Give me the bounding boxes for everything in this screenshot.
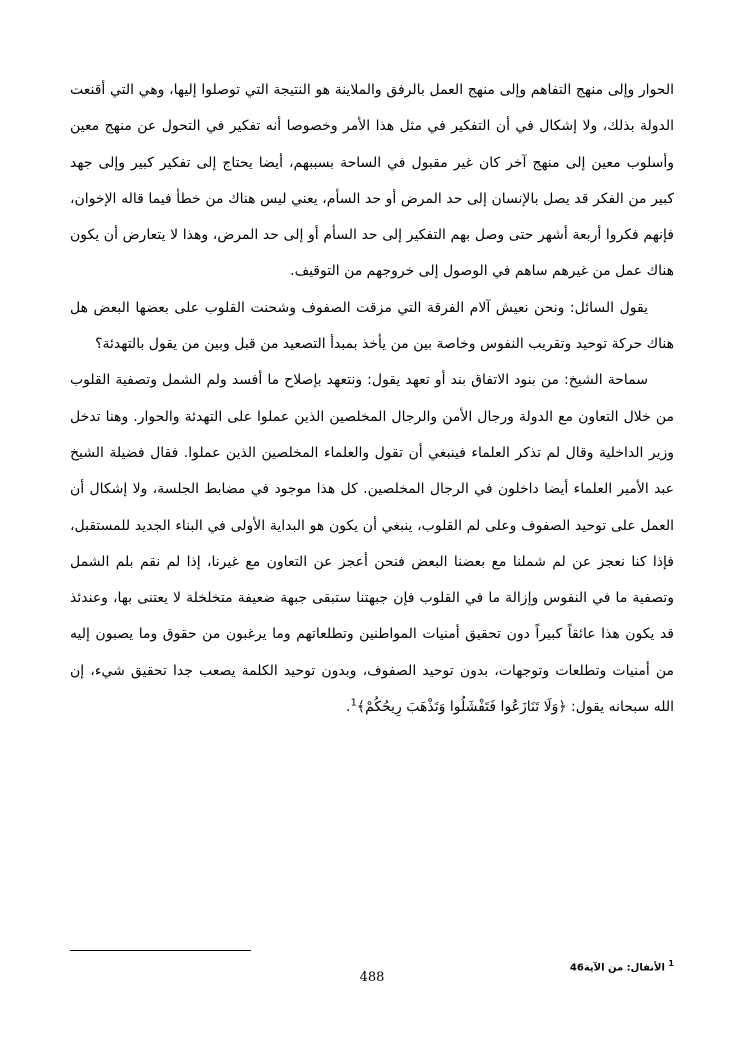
paragraph-1: الحوار وإلى منهج التفاهم وإلى منهج العمل بالرفق والملاينة هو النتيجة التي توصلوا إليها، وهي التي أقنعت الدولة بذلك، ولا إشكال في أن التفكير في مثل هذا الأمر وخصوصا أنه تفكير في التحول عن منهج معين وأسلوب معين إلى منهج آخر كان غير مقبول في الساحة بسببهم، أيضا يحتاج إلى تفكير كبير وإلى جهد كبير من الفكر قد يصل بالإنسان إلى حد المرض أو حد السأم، يعني ليس هناك من خطأ فيما قاله الإخوان، فإنهم فكروا أربعة أشهر حتى وصل بهم التفكير إلى حد السأم أو إلى حد المرض، وهذا لا يتعارض أن يكون هناك عمل من غيرهم ساهم في الوصول إلى خروجهم من التوقيف. <box>70 82 674 280</box>
paragraph-3-text: سماحة الشيخ: من بنود الاتفاق بند أو تعهد يقول: ونتعهد بإصلاح ما أفسد ولم الشمل وتصفية القلوب من خلال التعاون مع الدولة ورجال الأمن والرجال المخلصين الذين عملوا على التهدئة والحوار. وهنا تدخل وزير الداخلية وقال لم تذكر العلماء فينبغي أن تقول والعلماء المخلصين الذين عملوا. فقال فضيلة الشيخ عبد الأمير العلماء أيضا داخلون في الرجال المخلصين. كل هذا موجود في مضابط الجلسة، ولا إشكال أن العمل على توحيد الصفوف وعلى لم القلوب، ينبغي أن يكون هو البداية الأولى في البناء الجديد للمستقبل، فإذا كنا نعجز عن لم شملنا مع بعضنا البعض فنحن أعجز عن التعاون مع غيرنا، إذا لم نقم بلم الشمل وتصفية ما في النفوس وإزالة ما في القلوب فإن جبهتنا ستبقى جبهة ضعيفة متخلخلة لا يعتنى بها، وعندئذ قد يكون هذا عائقاً كبيراً دون تحقيق أمنيات المواطنين وتطلعاتهم وما يرغبون من حقوق وما يصبون إليه من أمنيات وتطلعات وتوجهات، بدون توحيد الصفوف، وبدون توحيد الكلمة يصعب جدا تحقيق شيء، إن الله سبحانه يقول: <box>70 372 674 716</box>
document-body <box>70 72 674 725</box>
paragraph-3-answer <box>70 362 674 725</box>
verse-end-punctuation: . <box>346 699 351 716</box>
paragraph-2-question: يقول السائل: ونحن نعيش آلام الفرقة التي مزقت الصفوف وشحنت القلوب على بعضها البعض هل هناك حركة توحيد وتقريب النفوس وخاصة بين من يأخذ بمبدأ التصعيد من قبل وبين من يقول بالتهدئة؟ <box>70 299 674 353</box>
footnote-number: 1 <box>668 959 674 968</box>
footnote-reference[interactable]: 1 <box>350 697 357 709</box>
footnote-text: الأنفال: من الآية46 <box>569 962 665 974</box>
page-number: 488 <box>359 970 385 985</box>
quran-verse: ﴿وَلَا تَنَازَعُوا فَتَفْشَلُوا وَتَذْهَبَ رِيحُكُمْ﴾ <box>356 699 567 716</box>
footnote-separator <box>70 950 251 951</box>
